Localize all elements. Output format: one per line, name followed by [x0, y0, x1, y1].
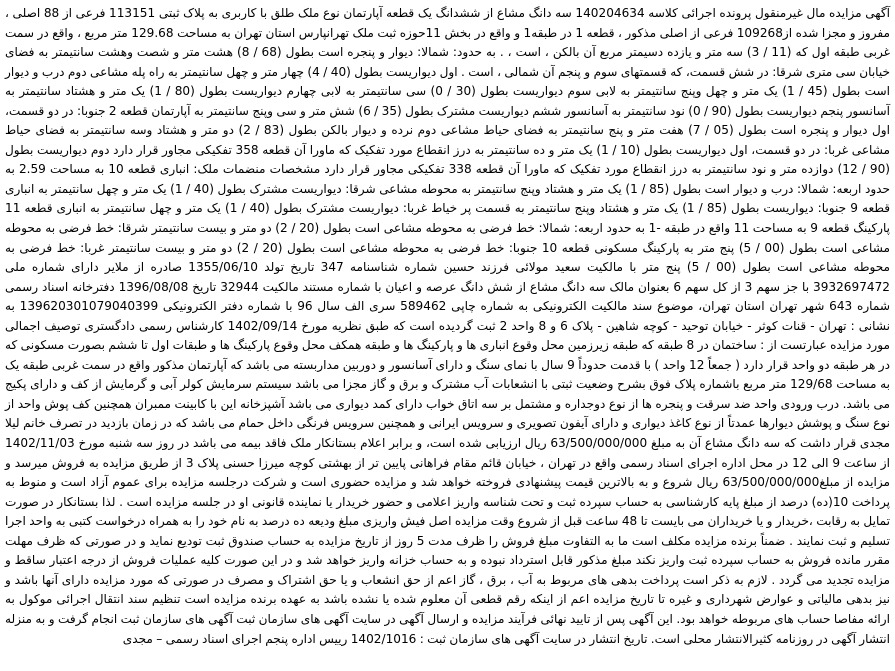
- auction-notice-text: آگهی مزایده مال غیرمنقول پرونده اجرائی کلاسه 140204634 سه دانگ مشاع از ششدانگ یک قطعه آپارتمان نوع ملک طلق با کاربری به پلاک ثبتی 113151 فرعی از 88 اصلی ، مفروز و مجزا شده از109268 فرعی از اصلی مذکور ، قطعه 1 در طبقه1 و واقع در بخش 11حوزه ثبت ملک تهرانپارس استان تهران به مساحت 129.68 متر مربع ، واقع در سمت غربی طبقه اول که (11 / 3) سه متر و یازده دسیمتر مربع آن بالکن ، است ، . به حدود: شمالا: دیوار و پنجره است بطول (68 / 8) هشت متر و شصت وهشت سانتیمتر به فضای خیابان سی متری شرقا: در شش قسمت، که قسمتهای سوم و پنجم آن شمالی ، است . اول دیواریست بطول (40 / 4) چهار متر و چهل سانتیمتر به راه پله مشاعی دوم درب و دیوار است بطول (45 / 1) یک متر و چهل وپنج سانتیمتر به لابی سوم دیواریست بطول (30 / 0) سی سانتیمتر به لابی چهارم دیواریست بطول (80 / 1) یک متر و هشتاد سانتیمتر به آسانسور پنجم دیواریست بطول (90 / 0) نود سانتیمتر به آسانسور ششم دیواریست مشترک بطول (35 / 6) شش متر و سی وپنج سانتیمتر به آپارتمان قطعه 2 جنوبا: در دو قسمت، اول دیوار و پنجره است بطول (05 / 7) هفت متر و پنج سانتیمتر به فضای حیاط مشاعی دوم نرده و دیوار بالکن بطول (83 / 2) دو متر و هشتاد وسه سانتیمتر به فضای حیاط مشاعی غربا: در دو قسمت، اول دیواریست بطول (10 / 1) یک متر و ده سانتیمتر به درز انقطاع مورد تفکیک که ماورا آن قطعه 358 تفکیکی مجاور قرار دارد دوم دیواریست بطول (90 / 12) دوازده متر و نود سانتیمتر به درز انقطاع مورد تفکیک که ماورا آن قطعه 338 تفکیکی مجاور قرار دارد مشخصات منضمات ملک: انباری قطعه 10 به مساحت 2.59 به حدود اربعه: شمالا: درب و دیوار است بطول (85 / 1) یک متر و هشتاد وپنج سانتیمتر به محوطه مشاعی شرقا: دیواریست مشترک بطول (40 / 1) یک متر و چهل سانتیمتر به انباری قطعه 9 جنوبا: دیواریست بطول (85 / 1) یک متر و هشتاد وپنج سانتیمتر به قسمت پر خیاط غربا: دیواریست مشترک بطول (40 / 1) یک متر و چهل سانتیمتر به انباری قطعه 11 پارکینگ قطعه 9 به مساحت 11 واقع در طبقه -1 به حدود اربعه: شمالا: خط فرضی به محوطه مشاعی است بطول (20 / 2) دو متر و بیست سانتیمتر شرقا: خط فرضی به محوطه مشاعی است بطول (00 / 5) پنج متر به پارکینگ مسکونی قطعه 10 جنوبا: خط فرضی به محوطه مشاعی است بطول (20 / 2) دو متر و بیست سانتیمتر غربا: خط فرضی به محوطه مشاعی است بطول (00 / 5) پنج متر با مالکیت سعید مولائی فرزند حسین شماره شناسنامه 347 تاریخ تولد 1355/06/10 صادره از ملایر دارای شماره ملی 3932697472 با جز سهم 3 از کل سهم 6 بعنوان مالک سه دانگ مشاع از شش دانگ عرصه و اعیان با شماره مستند مالکیت 32944 تاریخ 1396/08/08 دفترخانه اسناد رسمی شماره 643 شهر تهران استان تهران، موضوع سند مالکیت الکترونیکی به شماره چاپی 589462 سری الف سال 96 با شماره دفتر الکترونیکی 139620301079040399 به نشانی : تهران - قنات کوثر - خیابان توحید - کوچه شاهین - پلاک 6 و 8 واحد 2 ثبت گردیده است که طبق نظریه مورخ 1402/09/14 کارشناس رسمی دادگستری توصیف اجمالی مورد مزایده عبارتست از : ساختمان در 8 طبقه که طبقه زیرزمین محل وقوع انباری ها و پارکینگ ها و طبقه همکف محل وقوع پارکینگ ها و طبقات اول تا ششم بصورت مسکونی که در هر طبقه دو واحد قرار دارد ( جمعاً 12 واحد ) با قدمت حدوداً 9 سال با نمای سنگ و دارای آسانسور و دوربین مداربسته می باشد که آپارتمان مذکور واقع در سمت غربی طبقه یک به مساحت 129/68 متر مربع باشماره پلاک فوق بشرح وضعیت ثبتی با انشعابات آب مشترک و برق و گاز مجزا می باشد سیستم سرمایش کولر آبی و گرمایش از کف و دارای پکیج می باشد. درب ورودی واحد ضد سرقت و پنجره ها از نوع دوجداره و مشتمل بر سه اتاق خواب دارای کمد دیواری می باشد آشپزخانه این با کابینت ممبران همچنین کف پوش واحد از نوع سنگ و پوشش دیوارها عمدتاً از نوع کاغذ دیواری و دارای آیفون تصویری و سرویس ایرانی و همچنین سرویس فرنگی داخل حمام می باشد که در زمان بازدید در تصرف خانم لیلا مجدی قرار داشت که سه دانگ مشاع آن به مبلغ 63/500/000/000 ریال ارزیابی شده است، و برابر اعلام بستانکار ملک فاقد بیمه می باشد در روز سه شنبه مورخ 1402/11/03 از ساعت 9 الی 12 در محل اداره اجرای اسناد رسمی واقع در تهران ، خیابان قائم مقام فراهانی پایین تر از بهشتی کوچه میرزا حسنی پلاک 3 از طریق مزایده به فروش میرسد و مزایده از مبلغ63/500/000/000 ریال شروع و به بالاترین قیمت پیشنهادی فروخته خواهد شد و مزایده حضوری است و شرکت درجلسه مزایده برای عموم آزاد است و منوط به پرداخت 10(ده) درصد از مبلغ پایه کارشناسی به حساب سپرده ثبت و تحت شناسه واریز اعلامی و حضور خریدار یا نماینده قانونی او در جلسه مزایده است . لذا بستانکار در صورت تمایل به رقابت ،خریدار و یا خریداران می بایست تا 48 ساعت قبل از شروع وقت مزایده اصل فیش واریزی مبلغ ودیعه ده درصد به نام خود را به همراه درخواست کتبی به واحد اجرا تسلیم و ثبت نمایند . ضمناً برنده مزایده مکلف است ما به التفاوت مبلغ فروش را ظرف مدت 5 روز از تاریخ مزایده به حساب صندوق ثبت تودیع نماید و در صورتی که ظرف مهلت مقرر مانده فروش به حساب سپرده ثبت واریز نکند مبلغ مذکور قابل استرداد نبوده و به حساب خزانه واریز خواهد شد و در این صورت کلیه عملیات فروش از درجه اعتبار ساقط و مزایده تجدید می گردد . لازم به ذکر است پرداخت بدهی های مربوط به آب ، برق ، گاز اعم از حق انشعاب و یا حق اشتراک و مصرف در صورتی که مورد مزایده دارای آنها باشد و نیز بدهی مالیاتی و عوارض شهرداری و غیره تا تاریخ مزایده اعم از اینکه رقم قطعی آن معلوم شده یا نشده باشد به عهده برنده مزایده است تنظیم سند انتقال اجرائی موکول به ارائه مفاصا حساب های مربوطه خواهد بود. این آگهی پس از تایید نهائی فرآیند مزایده و ارسال آگهی در سایت آگهی های سازمان ثبت آگهی های سازمان ثبت انجام گرفت و به منزله انتشار آگهی در روزنامه کثیرالانتشار محلی است. تاریخ انتشار در سایت آگهی های سازمان ثبت : 1402/1016 رییس اداره پنجم اجرای اسناد رسمی – مجدی: [5, 6, 891, 646]
